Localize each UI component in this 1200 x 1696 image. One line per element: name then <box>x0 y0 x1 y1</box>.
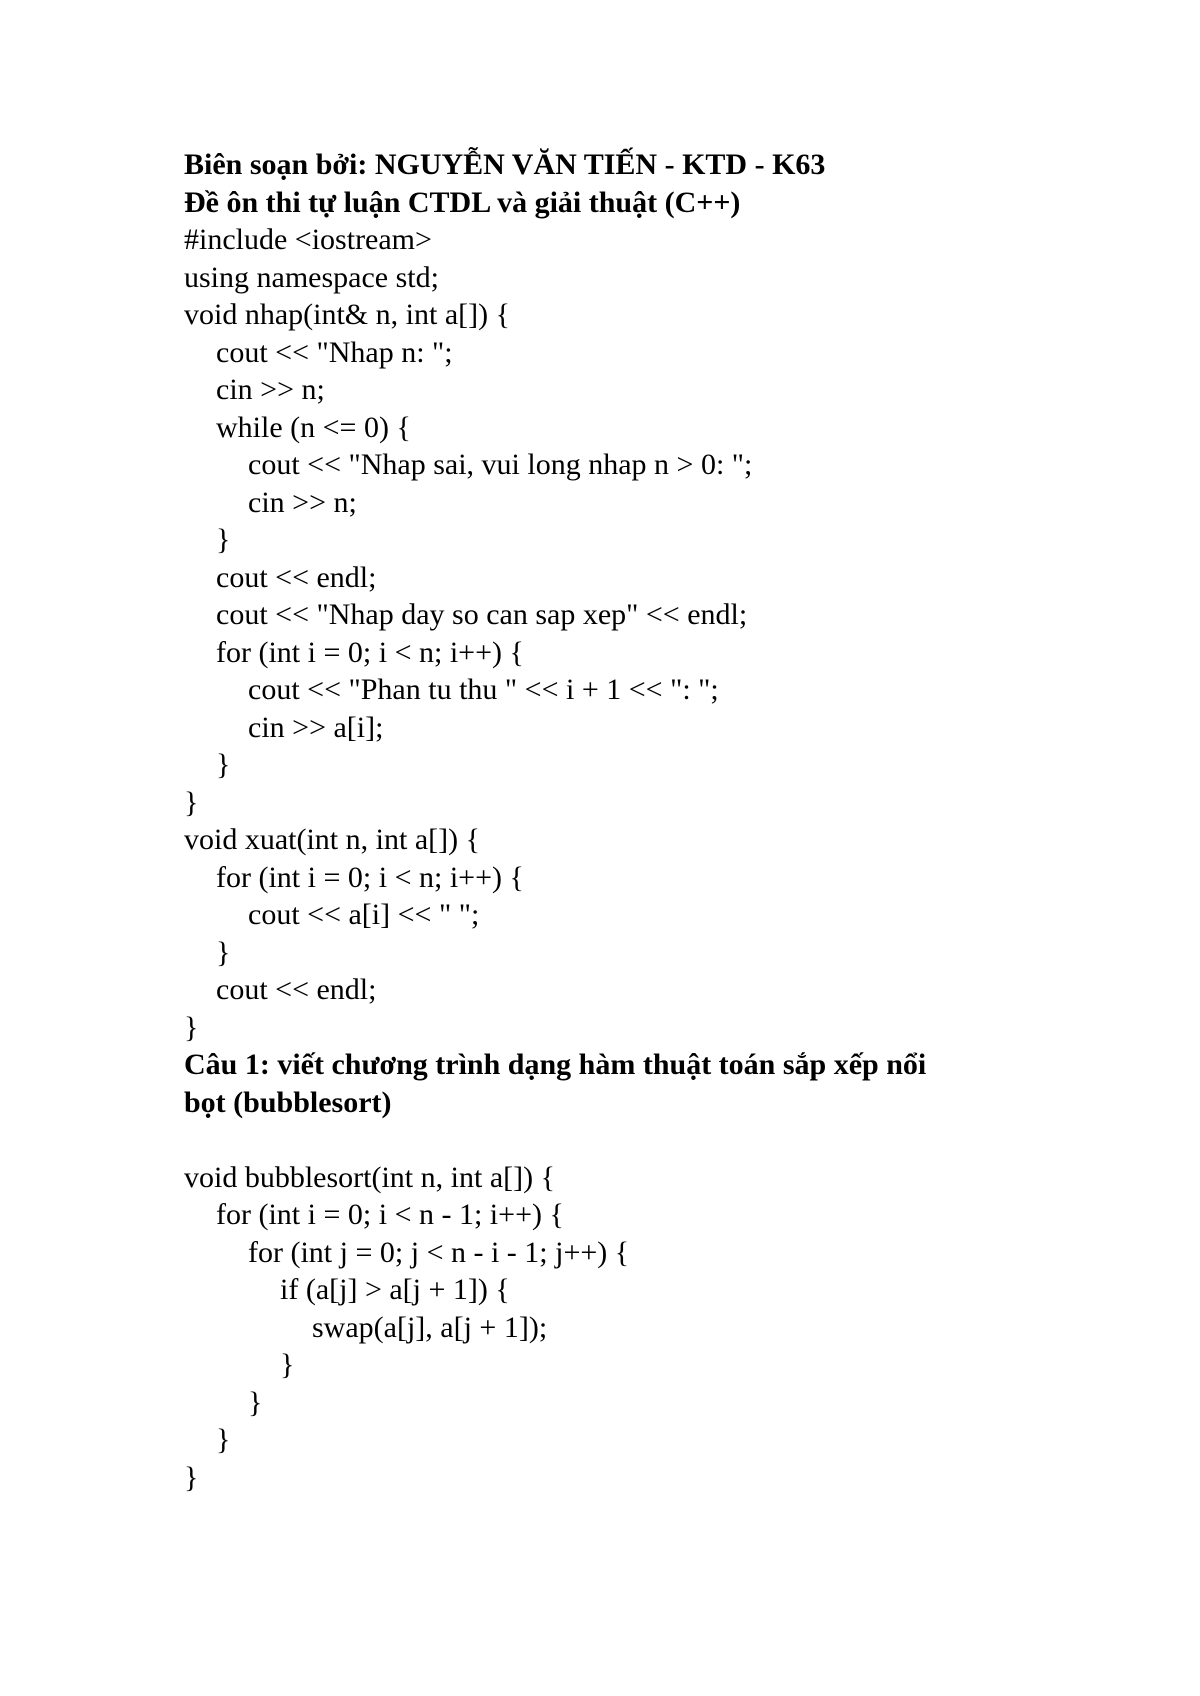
code-line: } <box>184 785 199 819</box>
code-line: } <box>184 1010 199 1044</box>
code-line: void nhap(int& n, int a[]) { <box>184 298 511 331</box>
code-line: } <box>216 1423 231 1456</box>
code-line: cout << "Nhap sai, vui long nhap n > 0: "; <box>248 448 753 481</box>
document-title: Đề ôn thi tự luận CTDL và giải thuật (C++) <box>184 185 741 219</box>
document-content <box>184 146 1144 1496</box>
code-line: void xuat(int n, int a[]) { <box>184 823 481 856</box>
code-block-input-output <box>184 221 1144 1046</box>
code-line: } <box>216 523 231 556</box>
code-line: cout << endl; <box>216 560 377 594</box>
code-block-bubblesort <box>184 1159 1144 1497</box>
question-1-heading-continued: bọt (bubblesort) <box>184 1085 392 1119</box>
code-line: cout << endl; <box>216 973 377 1006</box>
code-line: for (int j = 0; j < n - i - 1; j++) { <box>248 1235 630 1269</box>
code-line: } <box>216 748 231 781</box>
code-line: while (n <= 0) { <box>216 410 411 444</box>
code-line: } <box>248 1385 263 1419</box>
code-line: for (int i = 0; i < n; i++) { <box>216 860 524 894</box>
code-line: for (int i = 0; i < n - 1; i++) { <box>216 1198 564 1231</box>
code-line: swap(a[j], a[j + 1]); <box>312 1310 548 1344</box>
blank-line <box>184 1121 1144 1159</box>
question-1-heading: Câu 1: viết chương trình dạng hàm thuật toán sắp xếp nổi <box>184 1048 927 1081</box>
code-line: if (a[j] > a[j + 1]) { <box>280 1273 510 1306</box>
code-line: cout << "Nhap day so can sap xep" << endl; <box>216 598 748 631</box>
code-line: cout << "Phan tu thu " << i + 1 << ": "; <box>248 673 719 706</box>
code-line: void bubblesort(int n, int a[]) { <box>184 1160 556 1194</box>
code-line: cout << "Nhap n: "; <box>216 335 453 369</box>
author-line: Biên soạn bởi: NGUYỄN VĂN TIẾN - KTD - K63 <box>184 148 826 181</box>
code-line: cin >> n; <box>248 485 357 519</box>
code-line: for (int i = 0; i < n; i++) { <box>216 635 524 669</box>
code-line: using namespace std; <box>184 260 439 294</box>
code-line: cin >> n; <box>216 373 325 406</box>
code-line: } <box>184 1460 199 1494</box>
code-line: } <box>216 935 231 969</box>
code-line: #include <iostream> <box>184 223 432 256</box>
code-line: cout << a[i] << " "; <box>248 898 480 931</box>
code-line: cin >> a[i]; <box>248 710 384 744</box>
code-line: } <box>280 1348 295 1381</box>
